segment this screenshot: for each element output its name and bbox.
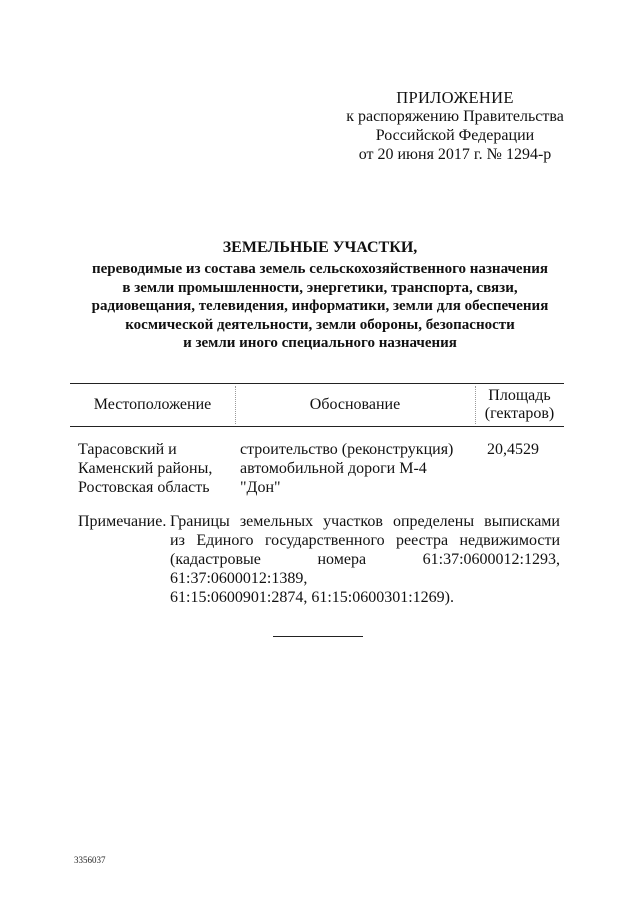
document-number: 3356037 [74, 855, 106, 865]
closing-rule [273, 636, 363, 637]
heading-line: космической деятельности, земли обороны, безопасности [125, 316, 515, 333]
basis-line: автомобильной дороги М-4 [240, 460, 427, 477]
appendix-line-date: от 20 июня 2017 г. № 1294-р [358, 146, 552, 163]
header-basis: Обоснование [309, 396, 401, 413]
location-line: Тарасовский и [78, 441, 177, 458]
appendix-title: ПРИЛОЖЕНИЕ [396, 88, 514, 107]
appendix-line-government: Российской Федерации [375, 127, 535, 144]
header-area [475, 384, 564, 426]
note-line: (кадастровые номера 61:37:0600012:1293, 61:37:0600012:1389, [170, 551, 560, 587]
note-line: 61:15:0600901:2874, 61:15:0600301:1269). [170, 589, 454, 606]
location-line: Каменский районы, [78, 460, 213, 477]
table-cell-area: 20,4529 [487, 441, 539, 458]
heading-line: и земли иного специального назначения [183, 335, 457, 351]
note-text [170, 512, 560, 607]
basis-line: "Дон" [240, 479, 281, 496]
note-line: Границы земельных участков определены выписками [170, 513, 560, 530]
basis-line: строительство (реконструкция) [240, 441, 454, 458]
heading-line: в земли промышленности, энергетики, транспорта, связи, [122, 279, 518, 296]
location-line: Ростовская область [78, 479, 210, 496]
note-line: из Единого государственного реестра недвижимости [170, 532, 560, 549]
note-label: Примечание. [78, 513, 167, 530]
heading-line: радиовещания, телевидения, информатики, земли для обеспечения [91, 298, 549, 314]
heading-line: переводимые из состава земель сельскохозяйственного назначения [91, 261, 548, 277]
table-header [70, 383, 564, 427]
header-location: Местоположение [93, 396, 212, 413]
table-cell-basis [240, 440, 480, 497]
document-heading [60, 238, 580, 353]
appendix-line-order: к распоряжению Правительства [346, 108, 564, 125]
table-cell-location [78, 440, 238, 497]
header-area-line1: Площадь [488, 387, 551, 404]
appendix-block [330, 88, 580, 164]
header-area-line2: (гектаров) [484, 405, 555, 422]
heading-main: ЗЕМЕЛЬНЫЕ УЧАСТКИ, [222, 239, 418, 256]
